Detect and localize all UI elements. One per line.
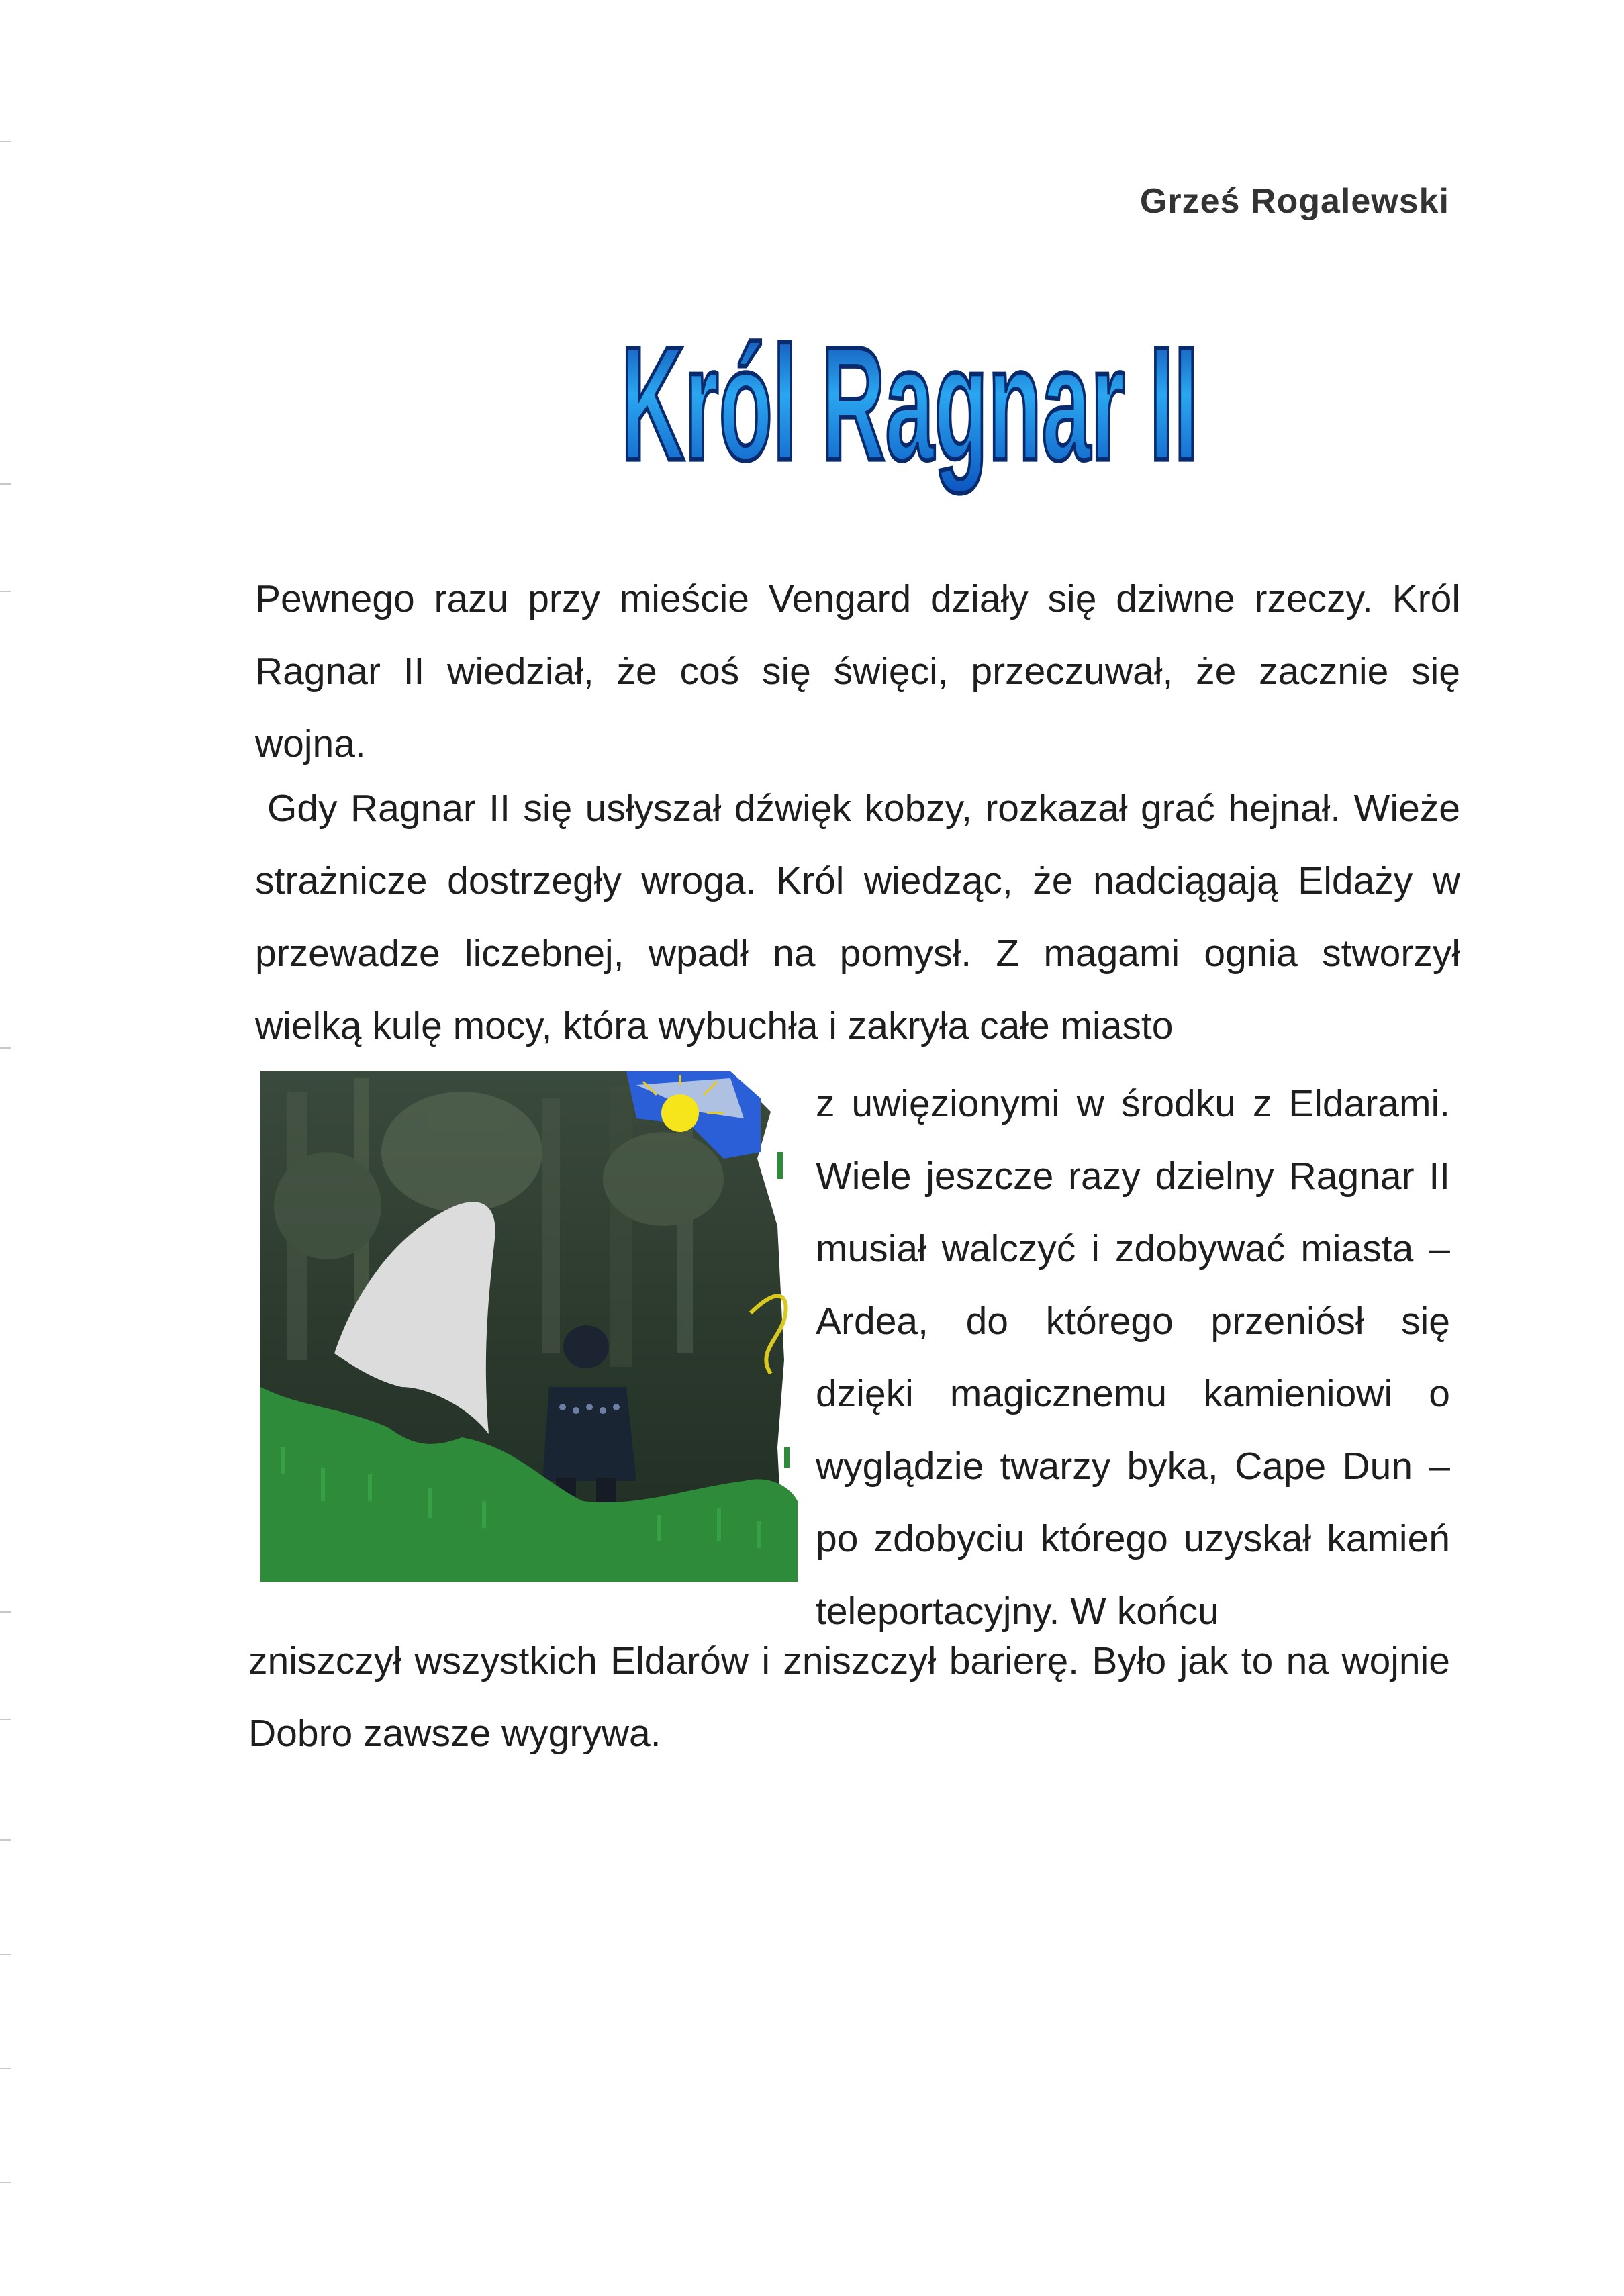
author-name: Grześ Rogalewski [1139, 182, 1449, 221]
scan-mark [0, 1719, 11, 1720]
scan-mark [0, 1954, 11, 1955]
scan-mark [0, 2068, 11, 2069]
green-mark [777, 1152, 783, 1179]
scan-mark [0, 1047, 11, 1049]
scan-mark [0, 141, 11, 142]
paragraph-2: Gdy Ragnar II się usłyszał dźwięk kobzy, rozkazał grać hejnał. Wieże strażnicze dostrzegły wroga. Król wiedząc, że nadciągają Eldaży w przewadze liczebnej, wpadł na pomysł. Z magami ognia stworzył wielką kulę mocy, która wybuchła i zakryła całe miasto [255, 787, 1460, 1047]
paragraph-1: Pewnego razu przy mieście Vengard działy się dziwne rzeczy. Król Ragnar II wiedział, że coś się święci, przeczuwał, że zacznie się wojna. [255, 577, 1460, 765]
paragraph-3-end: zniszczył wszystkich Eldarów i zniszczył barierę. Było jak to na wojnie Dobro zawsze wygrywa. [248, 1639, 1450, 1755]
drawing-illustration [260, 1071, 798, 1582]
scan-mark [0, 483, 11, 485]
scan-mark [0, 2182, 11, 2183]
title-wordart: Król Ragnar II [621, 313, 1198, 494]
paragraph-3-wrapped: z uwięzionymi w środku z Eldarami. Wiele jeszcze razy dzielny Ragnar II musiał walczyć i zdobywać miasta – Ardea, do którego przeniósł się dzięki magicznemu kamieniowi o wyglądzie twarzy byka, Cape Dun –po zdobyciu którego uzyskał kamień teleportacyjny. W końcu [816, 1082, 1450, 1633]
scan-mark [0, 1611, 11, 1613]
green-mark [784, 1447, 790, 1468]
scan-mark [0, 591, 11, 592]
page-title [608, 313, 1212, 507]
sun-icon [661, 1094, 699, 1132]
scan-mark [0, 1839, 11, 1841]
